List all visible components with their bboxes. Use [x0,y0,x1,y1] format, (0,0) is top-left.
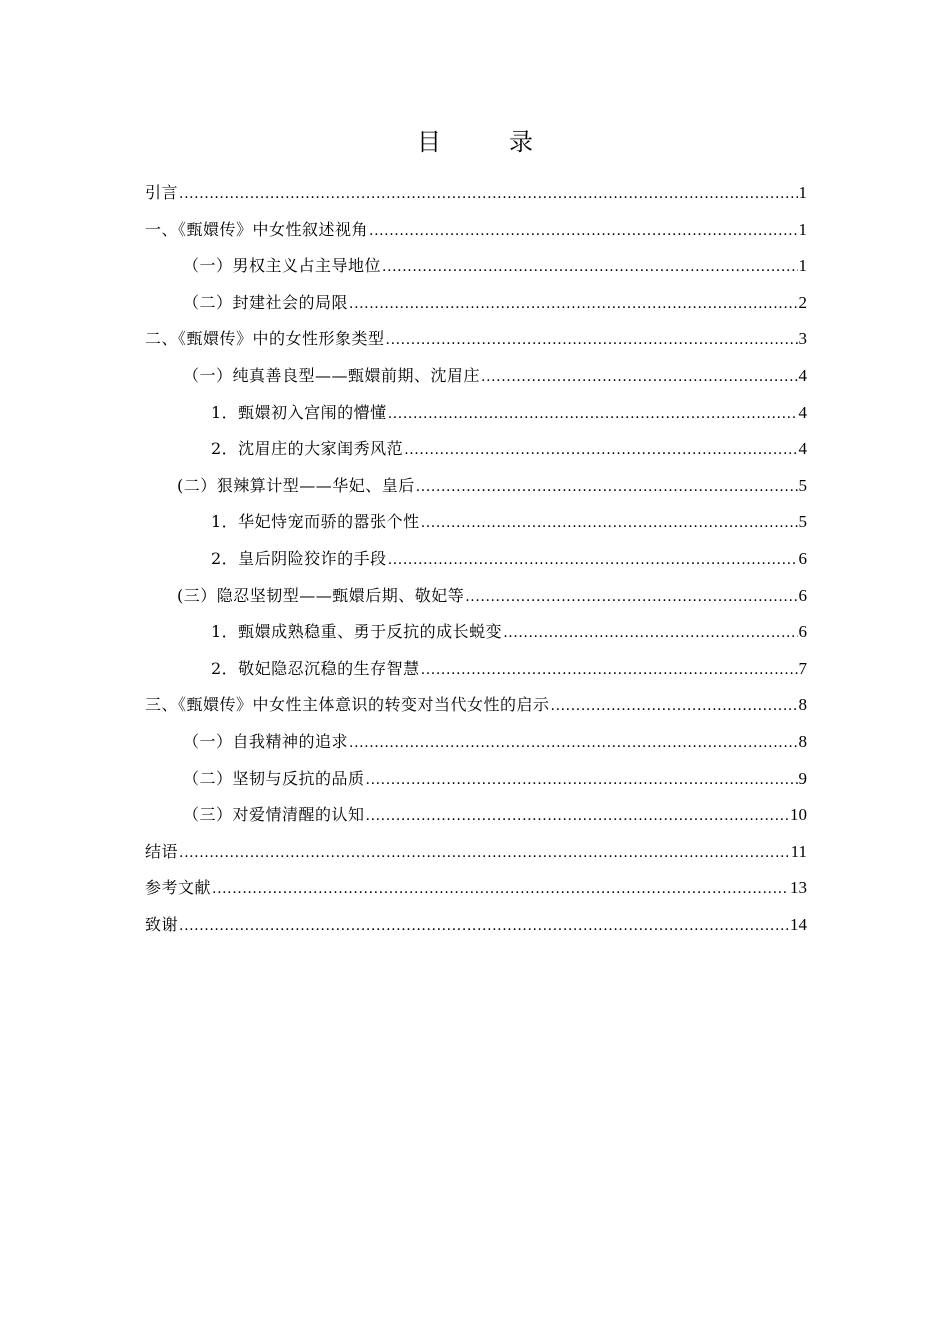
toc-entry-label: 2．皇后阴险狡诈的手段 [211,548,387,568]
toc-entry[interactable] [145,175,807,212]
toc-entry[interactable] [145,395,807,432]
toc-entry-label: 1．甄嬛成熟稳重、勇于反抗的成长蜕变 [211,622,503,642]
toc-leader-dots [382,249,797,286]
toc-entry-label: 2．敬妃隐忍沉稳的生存智慧 [211,658,420,678]
toc-leader-dots [465,579,797,616]
toc-entry-label: （二）封建社会的局限 [183,292,349,312]
toc-leader-dots [551,688,798,725]
toc-leader-dots [369,213,797,250]
toc-entry[interactable] [145,285,807,322]
toc-entry-page: 11 [790,841,807,861]
toc-leader-dots [421,652,798,689]
toc-entry[interactable] [145,248,807,285]
toc-entry-label: 1．甄嬛初入宫闱的懵懂 [211,402,387,422]
toc-entry-page: 7 [798,658,807,678]
toc-entry[interactable] [145,212,807,249]
toc-leader-dots [388,542,798,579]
toc-entry-label: 一、《甄嬛传》中女性叙述视角 [145,219,369,239]
toc-entry[interactable] [145,651,807,688]
toc-leader-dots [481,359,797,396]
toc-entry-label: (二）狠辣算计型——华妃、皇后 [177,475,415,495]
toc-leader-dots [179,908,789,945]
toc-entry[interactable] [145,578,807,615]
toc-entry-page: 9 [798,768,807,788]
toc-entry-label: （三）对爱情清醒的认知 [183,805,365,825]
toc-entry-label: 2．沈眉庄的大家闺秀风范 [211,439,404,459]
toc-entry[interactable] [145,870,807,907]
toc-entry-page: 8 [798,695,807,715]
toc-entry-page: 6 [798,585,807,605]
toc-entry-page: 8 [798,731,807,751]
toc-entry-label: （一）男权主义占主导地位 [183,256,382,276]
toc-entry-page: 4 [798,365,807,385]
toc-leader-dots [349,725,797,762]
toc-entry-page: 1 [798,183,807,202]
toc-entry-page: 1 [798,219,807,239]
toc-entry-page: 1 [798,256,807,276]
toc-entry[interactable] [145,907,807,944]
toc-entry-label: 二、《甄嬛传》中的女性形象类型 [145,329,385,349]
toc-entry-label: 三、《甄嬛传》中女性主体意识的转变对当代女性的启示 [145,695,550,715]
toc-entry-label: 结语 [145,841,179,861]
toc-entry-page: 6 [798,548,807,568]
toc-leader-dots [366,762,798,799]
table-of-contents [145,175,807,943]
toc-entry[interactable] [145,724,807,761]
toc-leader-dots [349,286,797,323]
toc-entry[interactable] [145,504,807,541]
toc-entry-page: 6 [798,622,807,642]
toc-entry[interactable] [145,614,807,651]
toc-entry-page: 4 [798,402,807,422]
toc-leader-dots [366,798,789,835]
toc-leader-dots [179,835,790,872]
toc-leader-dots [179,176,797,213]
toc-entry[interactable] [145,468,807,505]
toc-entry-label: 参考文献 [145,878,212,898]
toc-leader-dots [404,432,797,469]
toc-leader-dots [386,322,798,359]
toc-entry[interactable] [145,541,807,578]
toc-entry[interactable] [145,834,807,871]
page-title: 目 录 [417,128,555,156]
toc-entry[interactable] [145,687,807,724]
toc-leader-dots [212,871,789,908]
toc-entry-label: （二）坚韧与反抗的品质 [183,768,365,788]
toc-entry-label: 1．华妃恃宠而骄的嚣张个性 [211,512,420,532]
toc-entry-page: 5 [798,475,807,495]
toc-leader-dots [503,615,797,652]
toc-entry-label: 致谢 [145,914,179,934]
toc-entry[interactable] [145,358,807,395]
toc-entry-page: 4 [798,439,807,459]
toc-entry-page: 5 [798,512,807,532]
toc-entry-page: 14 [790,914,807,934]
toc-leader-dots [421,505,798,542]
toc-entry-page: 3 [798,329,807,349]
toc-entry-label: 引言 [145,183,179,202]
toc-entry[interactable] [145,431,807,468]
toc-leader-dots [416,469,798,506]
toc-entry-page: 13 [790,878,807,898]
toc-entry-label: （一）纯真善良型——甄嬛前期、沈眉庄 [183,365,481,385]
toc-entry-label: (三）隐忍坚韧型——甄嬛后期、敬妃等 [177,585,465,605]
toc-entry-label: （一）自我精神的追求 [183,731,349,751]
toc-entry-page: 2 [798,292,807,312]
toc-leader-dots [388,396,798,433]
toc-entry-page: 10 [790,805,807,825]
toc-entry[interactable] [145,321,807,358]
toc-entry[interactable] [145,797,807,834]
toc-entry[interactable] [145,761,807,798]
